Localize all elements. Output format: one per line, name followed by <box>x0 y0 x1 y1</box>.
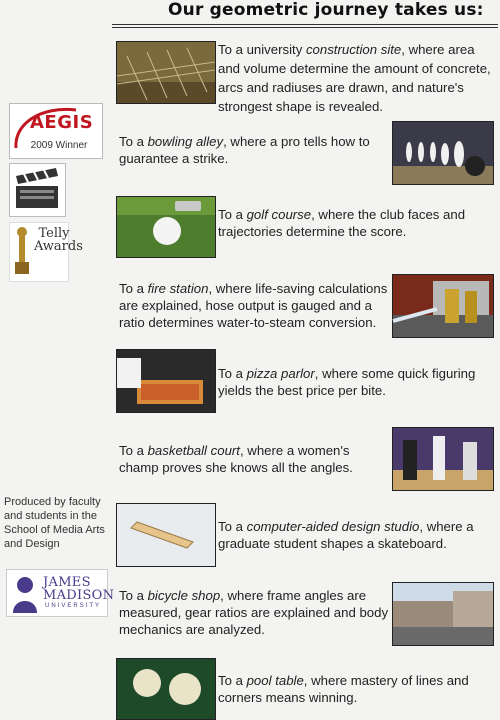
place-bicycle-shop: bicycle shop <box>147 588 221 603</box>
item-cad-text: To a computer-aided design studio, where a graduate student shapes a skateboard. <box>218 519 474 551</box>
clapperboard-icon <box>10 164 65 216</box>
item-basketball-text: To a basketball court, where a women's champ proves she knows all the angles. <box>119 443 353 475</box>
place-golf-course: golf course <box>246 207 312 222</box>
madison-portrait-icon <box>9 573 41 613</box>
telly-statue-icon <box>11 224 33 280</box>
place-bowling-alley: bowling alley <box>147 134 224 149</box>
cad-studio-photo <box>116 503 216 567</box>
telly-line2: Awards <box>34 239 83 254</box>
aegis-title: AEGIS <box>30 112 94 133</box>
aegis-award-badge <box>9 103 103 159</box>
place-fire-station: fire station <box>147 281 209 296</box>
pizza-parlor-photo <box>116 349 216 413</box>
heading-rule <box>112 24 498 28</box>
clapperboard-badge <box>9 163 66 217</box>
item-bowling-text: To a bowling alley, where a pro tells how to guarantee a strike. <box>119 134 370 166</box>
item-pizza-text: To a pizza parlor, where some quick figuring yields the best price per bite. <box>218 366 476 398</box>
jmu-name-line1: JAMES <box>43 575 91 590</box>
item-golf-text: To a golf course, where the club faces and trajectories determine the score. <box>218 207 466 239</box>
golf-course-photo <box>116 196 216 258</box>
place-cad-studio: computer-aided design studio <box>246 519 420 534</box>
telly-wordmark <box>34 226 83 254</box>
jmu-name <box>43 576 114 602</box>
item-pool-text: To a pool table, where mastery of lines and corners means winning. <box>218 673 469 705</box>
place-construction-site: construction site <box>305 42 402 57</box>
fire-station-photo <box>392 274 494 338</box>
place-pizza-parlor: pizza parlor <box>246 366 315 381</box>
basketball-court-photo <box>392 427 494 491</box>
jmu-logo <box>6 569 115 617</box>
item-bicycle-text: To a bicycle shop, where frame angles are measured, gear ratios are explained and body mechanics are analyzed. <box>119 588 389 637</box>
construction-site-photo <box>116 41 216 104</box>
jmu-university: UNIVERSITY <box>45 603 102 609</box>
bicycle-shop-photo <box>392 582 494 646</box>
place-pool-table: pool table <box>246 673 304 688</box>
bowling-alley-photo <box>392 121 494 185</box>
item-construction-text: To a university construction site, where area and volume determine the amount of concrete, arcs and radiuses are drawn, and nature's strongest shape is revealed. <box>218 42 491 114</box>
telly-awards-badge <box>9 222 83 282</box>
produced-by-text: Produced by faculty and students in the School of Media Arts and Design <box>4 496 105 550</box>
jmu-name-line2: MADISON <box>43 588 115 603</box>
pool-table-photo <box>116 658 216 720</box>
item-fire-station-text: To a fire station, where life-saving calculations are explained, hose output is gauged and a ratio determines water-to-steam conversion. <box>119 281 388 330</box>
aegis-subtitle: 2009 Winner <box>30 140 88 151</box>
page-heading: Our geometric journey takes us: <box>168 0 484 20</box>
place-basketball-court: basketball court <box>147 443 240 458</box>
telly-line1: Telly <box>38 226 70 241</box>
